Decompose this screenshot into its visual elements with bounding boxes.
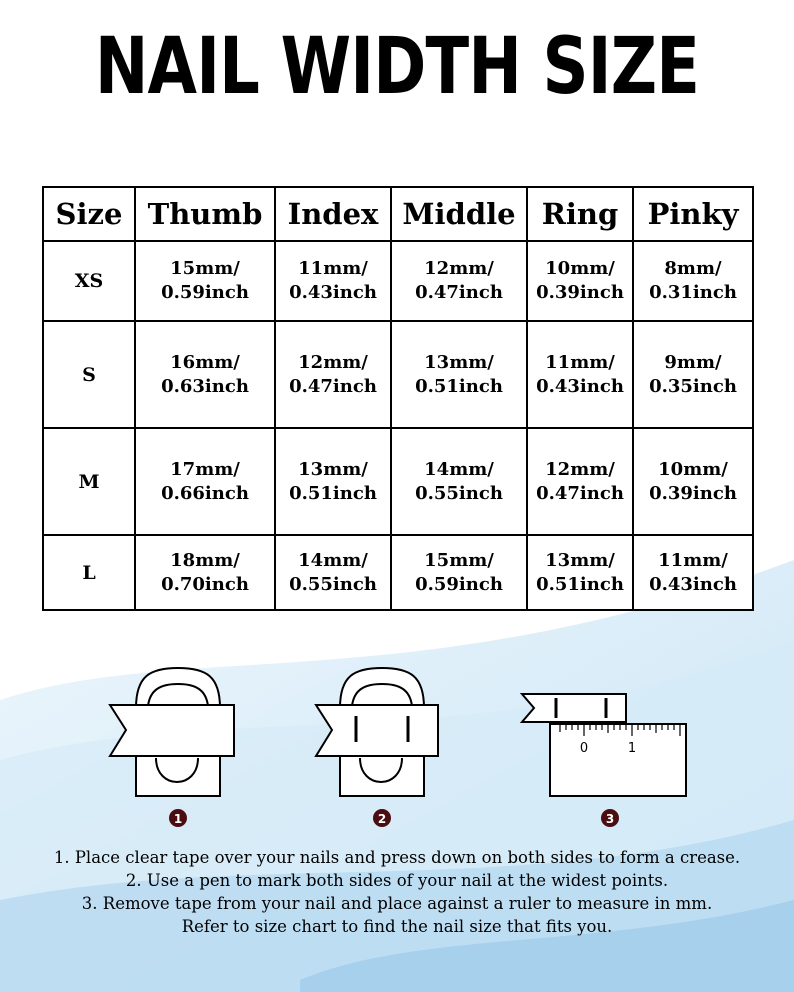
header-index: Index (275, 187, 391, 241)
size-chart-table (42, 186, 754, 611)
badge-label: 1 (173, 812, 183, 826)
cell-mm: 13mm/ (545, 549, 615, 571)
cell-mm: 18mm/ (170, 549, 240, 571)
cell-mm: 14mm/ (298, 549, 368, 571)
cell-mm: 12mm/ (298, 351, 368, 373)
instructions (0, 846, 794, 938)
cell-mm: 12mm/ (424, 258, 494, 279)
cell-inch: 0.43inch (649, 573, 737, 595)
measuring-steps-illustration (0, 660, 794, 830)
table-row (43, 241, 753, 321)
table-cell (135, 321, 275, 428)
table-cell (391, 535, 527, 610)
cell-inch: 0.51inch (536, 573, 624, 595)
cell-mm: 11mm/ (298, 258, 368, 279)
cell-mm: 17mm/ (170, 458, 240, 480)
cell-inch: 0.47inch (536, 482, 624, 504)
cell-inch: 0.39inch (649, 482, 737, 504)
cell-inch: 0.43inch (536, 375, 624, 397)
table-cell (275, 428, 391, 535)
table-cell (527, 428, 633, 535)
step-1-badge (169, 809, 187, 827)
step-2-illustration (316, 668, 438, 796)
step-3-illustration (522, 694, 686, 796)
instruction-step-3: 3. Remove tape from your nail and place against a ruler to measure in mm. (81, 894, 713, 913)
table-cell (391, 321, 527, 428)
step-3-badge (601, 809, 619, 827)
table-row (43, 535, 753, 610)
cell-mm: 10mm/ (545, 258, 615, 279)
cell-mm: 10mm/ (658, 458, 728, 480)
table-cell (633, 428, 753, 535)
ruler-label-1: 1 (627, 741, 637, 756)
size-label-s: S (43, 321, 135, 428)
cell-inch: 0.35inch (649, 375, 737, 397)
cell-mm: 12mm/ (545, 458, 615, 480)
table-row (43, 428, 753, 535)
header-thumb: Thumb (135, 187, 275, 241)
cell-mm: 16mm/ (170, 351, 240, 373)
header-middle: Middle (391, 187, 527, 241)
cell-mm: 9mm/ (664, 351, 722, 373)
header-size: Size (43, 187, 135, 241)
page-title: NAIL WIDTH SIZE (94, 22, 700, 112)
step-1-illustration (110, 668, 234, 796)
cell-inch: 0.66inch (161, 482, 249, 504)
instruction-step-2: 2. Use a pen to mark both sides of your nail at the widest points. (125, 871, 669, 890)
step-2-badge (373, 809, 391, 827)
table-row (43, 321, 753, 428)
cell-inch: 0.51inch (289, 482, 377, 504)
table-cell (633, 321, 753, 428)
instruction-note: Refer to size chart to find the nail size that fits you. (181, 917, 613, 936)
table-cell (527, 241, 633, 321)
cell-inch: 0.43inch (289, 282, 377, 303)
table-cell (135, 241, 275, 321)
cell-mm: 13mm/ (298, 458, 368, 480)
cell-inch: 0.51inch (415, 375, 503, 397)
badge-label: 2 (377, 812, 387, 826)
size-label-xs: XS (43, 241, 135, 321)
cell-inch: 0.70inch (161, 573, 249, 595)
ruler-label-0: 0 (579, 741, 589, 756)
header-ring: Ring (527, 187, 633, 241)
cell-inch: 0.55inch (415, 482, 503, 504)
table-cell (135, 535, 275, 610)
cell-inch: 0.55inch (289, 573, 377, 595)
cell-inch: 0.59inch (415, 573, 503, 595)
table-cell (275, 535, 391, 610)
table-cell (135, 428, 275, 535)
cell-inch: 0.39inch (536, 282, 624, 303)
instruction-step-1: 1. Place clear tape over your nails and press down on both sides to form a crease. (53, 848, 741, 867)
size-label-m: M (43, 428, 135, 535)
cell-mm: 15mm/ (170, 258, 240, 279)
cell-mm: 14mm/ (424, 458, 494, 480)
table-cell (527, 321, 633, 428)
cell-mm: 11mm/ (545, 351, 615, 373)
cell-mm: 15mm/ (424, 549, 494, 571)
cell-inch: 0.59inch (161, 282, 249, 303)
table-header-row (43, 187, 753, 241)
table-cell (391, 428, 527, 535)
cell-inch: 0.31inch (649, 282, 737, 303)
table-cell (275, 241, 391, 321)
header-pinky: Pinky (633, 187, 753, 241)
cell-mm: 11mm/ (658, 549, 728, 571)
cell-inch: 0.63inch (161, 375, 249, 397)
table-cell (391, 241, 527, 321)
table-cell (633, 241, 753, 321)
size-label-l: L (43, 535, 135, 610)
table-cell (527, 535, 633, 610)
table-cell (275, 321, 391, 428)
cell-mm: 13mm/ (424, 351, 494, 373)
cell-mm: 8mm/ (664, 258, 722, 279)
cell-inch: 0.47inch (289, 375, 377, 397)
badge-label: 3 (605, 812, 615, 826)
table-cell (633, 535, 753, 610)
cell-inch: 0.47inch (415, 282, 503, 303)
